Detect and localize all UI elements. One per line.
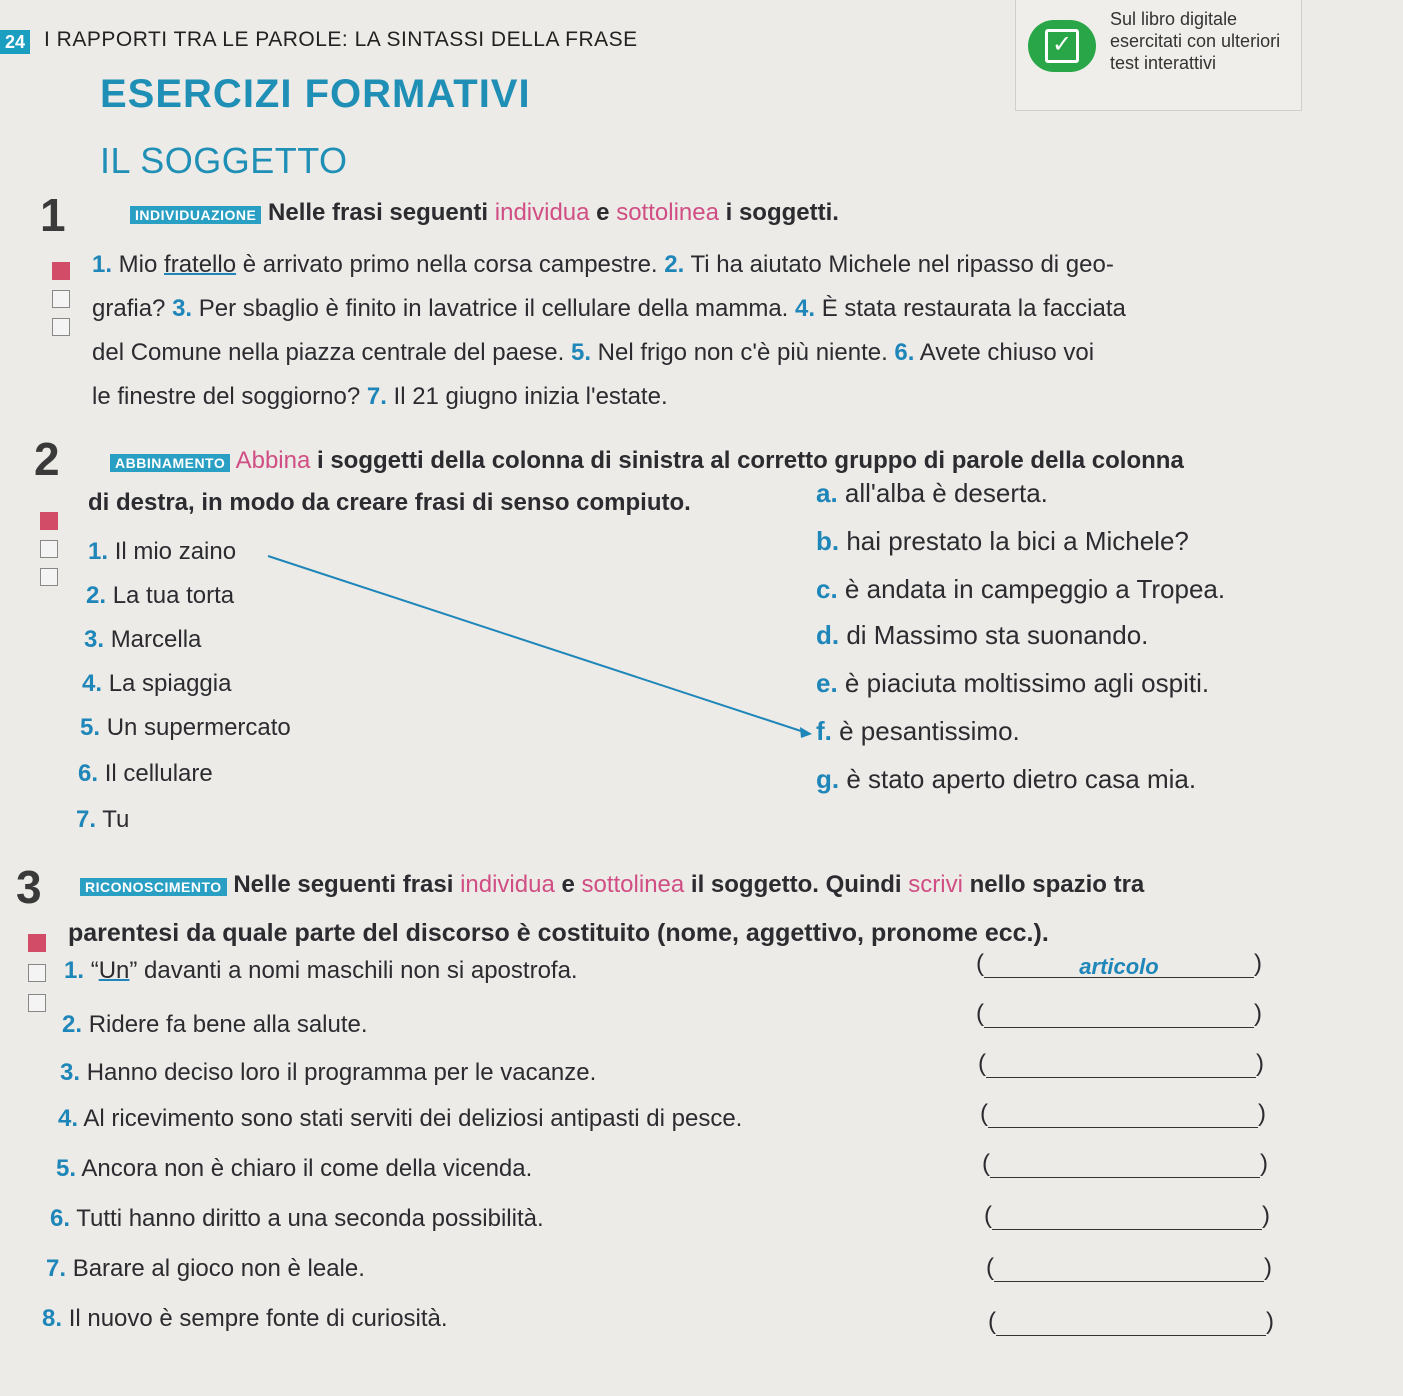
chapter-title: I RAPPORTI TRA LE PAROLE: LA SINTASSI DELLA FRASE <box>44 28 638 51</box>
left-item[interactable]: 3. Marcella <box>84 626 202 653</box>
arrow-head-icon <box>800 727 812 738</box>
intro-verb: sottolinea <box>616 199 719 226</box>
digital-line-1: Sul libro digitale <box>1110 9 1238 29</box>
right-item[interactable]: g. è stato aperto dietro casa mia. <box>816 764 1197 794</box>
left-item[interactable]: 6. Il cellulare <box>78 760 213 787</box>
right-item[interactable]: d. di Massimo sta suonando. <box>816 620 1149 650</box>
intro-text: i soggetti. <box>725 199 839 226</box>
answer-field[interactable]: ( ) <box>984 1202 1270 1229</box>
intro-verb: individua <box>460 871 555 898</box>
match-line <box>268 556 804 732</box>
exercise-3-item: 6. Tutti hanno diritto a una seconda possibilità. <box>50 1205 544 1232</box>
left-item[interactable]: 2. La tua torta <box>86 582 235 609</box>
page-number: 24 <box>0 30 30 54</box>
left-item[interactable]: 7. Tu <box>76 806 130 833</box>
difficulty-square <box>28 934 46 952</box>
exercise-2-number: 2 <box>34 433 60 485</box>
exercise-3-number: 3 <box>16 861 42 913</box>
left-item[interactable]: 1. Il mio zaino <box>88 538 237 565</box>
intro-verb: individua <box>494 199 590 226</box>
exercise-3-badge: RICONOSCIMENTO <box>80 878 227 896</box>
checkbox-icon[interactable]: ✓ <box>1028 20 1096 72</box>
exercise-1-line: 1. Mio fratello è arrivato primo nella corsa campestre. 2. Ti ha aiutato Michele nel ripasso di geo- <box>92 251 1114 278</box>
right-item[interactable]: f. è pesantissimo. <box>816 716 1020 746</box>
exercise-1-badge: INDIVIDUAZIONE <box>130 206 261 224</box>
exercise-1-number: 1 <box>40 189 66 241</box>
difficulty-square <box>28 994 46 1012</box>
exercise-3-item: 8. Il nuovo è sempre fonte di curiosità. <box>42 1305 448 1332</box>
intro-text: nello spazio tra <box>969 871 1145 898</box>
intro-text: e <box>596 199 610 226</box>
exercise-1-line: grafia? 3. Per sbaglio è finito in lavatrice il cellulare della mamma. 4. È stata restaurata la facciata <box>92 295 1126 322</box>
left-item[interactable]: 5. Un supermercato <box>80 714 291 741</box>
digital-line-3: test interattivi <box>1110 53 1217 73</box>
intro-verb: scrivi <box>908 871 963 898</box>
exercise-3-item: 7. Barare al gioco non è leale. <box>46 1255 365 1282</box>
section-title: ESERCIZI FORMATIVI <box>100 72 531 116</box>
intro-text: i soggetti della colonna di sinistra al corretto gruppo di parole della colonna <box>317 447 1184 474</box>
answer-field[interactable]: ( ) <box>980 1100 1266 1127</box>
exercise-3-item: 5. Ancora non è chiaro il come della vicenda. <box>56 1155 533 1182</box>
exercise-3-item: 1. “Un” davanti a nomi maschili non si apostrofa. <box>64 957 578 984</box>
exercise-2-instructions-cont: di destra, in modo da creare frasi di senso compiuto. <box>88 489 691 516</box>
answer-field[interactable]: ( ) <box>982 1150 1268 1177</box>
difficulty-square <box>28 964 46 982</box>
exercise-3-item: 4. Al ricevimento sono stati serviti dei deliziosi antipasti di pesce. <box>58 1105 743 1132</box>
intro-verb: Abbina <box>235 447 311 474</box>
intro-text: e <box>561 871 575 898</box>
exercise-2-badge: ABBINAMENTO <box>110 454 230 472</box>
right-item[interactable]: b. hai prestato la bici a Michele? <box>816 526 1189 556</box>
right-item[interactable]: a. all'alba è deserta. <box>816 478 1048 508</box>
answer-field[interactable]: ( ) <box>988 1308 1274 1335</box>
right-item[interactable]: e. è piaciuta moltissimo agli ospiti. <box>816 668 1210 698</box>
answer-field[interactable]: ( articolo ) <box>976 950 1262 979</box>
digital-line-2: esercitati con ulteriori <box>1110 31 1281 51</box>
answer-field[interactable]: ( ) <box>978 1050 1264 1077</box>
answer-field[interactable]: ( ) <box>986 1254 1272 1281</box>
subsection-title: IL SOGGETTO <box>100 140 348 181</box>
right-item[interactable]: c. è andata in campeggio a Tropea. <box>816 574 1226 604</box>
exercise-3-item: 2. Ridere fa bene alla salute. <box>62 1011 368 1038</box>
exercise-3-item: 3. Hanno deciso loro il programma per le vacanze. <box>60 1059 597 1086</box>
exercise-3-instructions <box>80 870 1144 902</box>
intro-text: Nelle frasi seguenti <box>268 199 489 226</box>
left-item[interactable]: 4. La spiaggia <box>82 670 232 697</box>
exercise-1-line: le finestre del soggiorno? 7. Il 21 giugno inizia l'estate. <box>92 383 668 410</box>
intro-text: Nelle seguenti frasi <box>233 871 454 898</box>
answer-field[interactable]: ( ) <box>976 1000 1262 1027</box>
answer-value: articolo <box>1079 954 1159 979</box>
intro-text: il soggetto. Quindi <box>690 871 902 898</box>
exercise-1-line: del Comune nella piazza centrale del paese. 5. Nel frigo non c'è più niente. 6. Avete chiuso voi <box>92 339 1095 366</box>
intro-verb: sottolinea <box>581 871 685 898</box>
exercise-3-instructions-cont: parentesi da quale parte del discorso è costituito (nome, aggettivo, pronome ecc.). <box>68 919 1049 947</box>
